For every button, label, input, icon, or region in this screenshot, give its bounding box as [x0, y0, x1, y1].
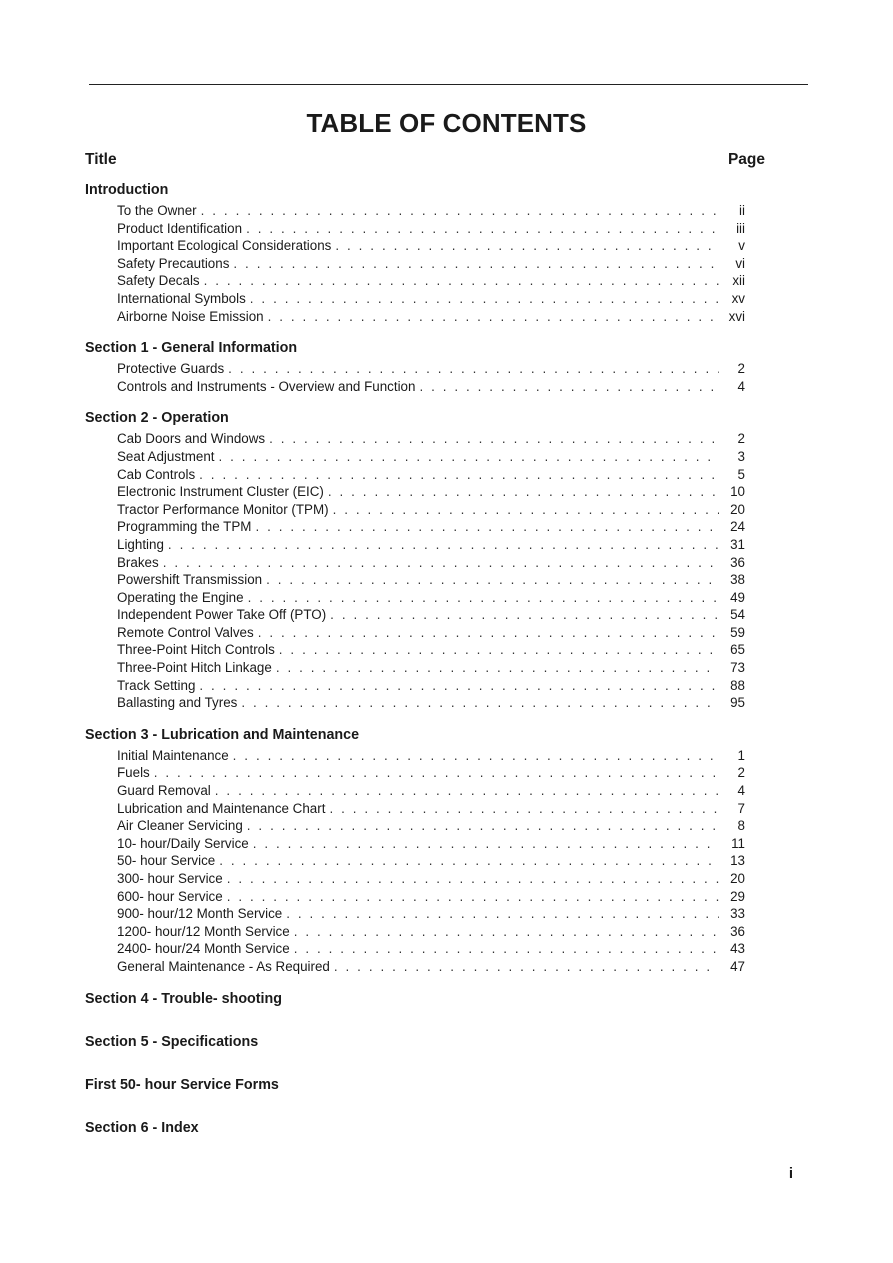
dot-leader: [248, 589, 719, 607]
dot-leader: [247, 817, 719, 835]
dot-leader: [333, 501, 719, 519]
entry-label: Three-Point Hitch Linkage: [117, 660, 272, 676]
dot-leader: [163, 554, 719, 572]
section-heading: Section 2 - Operation: [85, 410, 229, 427]
toc-entry[interactable]: [117, 308, 745, 326]
toc-entry[interactable]: [117, 290, 745, 308]
toc-entry[interactable]: [117, 800, 745, 818]
section-heading[interactable]: Section 6 - Index: [85, 1119, 199, 1136]
toc-entry[interactable]: [117, 272, 745, 290]
toc-entry[interactable]: [117, 554, 745, 572]
column-header-page: Page: [727, 151, 765, 168]
toc-entry[interactable]: [117, 237, 745, 255]
dot-leader: [294, 940, 719, 958]
entry-page-number: 4: [737, 783, 745, 799]
entry-page-number: 33: [730, 906, 745, 922]
entry-label: Cab Controls: [117, 466, 196, 482]
toc-entry[interactable]: [117, 571, 745, 589]
dot-leader: [419, 378, 719, 396]
entry-label: Lubrication and Maintenance Chart: [117, 800, 326, 816]
page-number: i: [788, 1165, 793, 1182]
dot-leader: [268, 308, 719, 326]
toc-entry[interactable]: [117, 817, 745, 835]
entry-page-number: xii: [732, 273, 745, 289]
dot-leader: [233, 255, 719, 273]
entry-page-number: 11: [731, 835, 745, 851]
toc-entry[interactable]: [117, 852, 745, 870]
toc-entry[interactable]: [117, 536, 745, 554]
toc-section: [85, 181, 765, 325]
dot-leader: [219, 448, 719, 466]
entry-label: Air Cleaner Servicing: [117, 818, 243, 834]
dot-leader: [168, 536, 719, 554]
entry-page-number: 24: [730, 519, 745, 535]
toc-entry[interactable]: [117, 448, 745, 466]
dot-leader: [250, 290, 719, 308]
entry-page-number: 49: [730, 589, 745, 605]
dot-leader: [219, 852, 719, 870]
toc-section: [85, 339, 765, 395]
dot-leader: [286, 905, 719, 923]
toc-entry[interactable]: [117, 255, 745, 273]
entry-list: [117, 360, 745, 395]
toc-entry[interactable]: [117, 888, 745, 906]
entry-label: Electronic Instrument Cluster (EIC): [117, 484, 324, 500]
section-heading[interactable]: Section 5 - Specifications: [85, 1033, 259, 1050]
entry-page-number: 5: [737, 466, 745, 482]
entry-page-number: 10: [730, 484, 745, 500]
dot-leader: [255, 518, 719, 536]
dot-leader: [215, 782, 719, 800]
entry-page-number: 95: [730, 695, 745, 711]
entry-label: 600- hour Service: [117, 888, 223, 904]
entry-page-number: 36: [730, 554, 745, 570]
section-heading[interactable]: First 50- hour Service Forms: [85, 1076, 279, 1093]
dot-leader: [154, 764, 719, 782]
entry-page-number: 8: [737, 818, 745, 834]
toc-entry[interactable]: [117, 870, 745, 888]
toc-entry[interactable]: [117, 923, 745, 941]
entry-label: Operating the Engine: [117, 589, 244, 605]
entry-label: 10- hour/Daily Service: [117, 835, 249, 851]
entry-label: Important Ecological Considerations: [117, 238, 332, 254]
entry-label: Guard Removal: [117, 783, 211, 799]
entry-page-number: v: [738, 238, 745, 254]
toc-entry[interactable]: [117, 958, 745, 976]
entry-label: Cab Doors and Windows: [117, 431, 266, 447]
entry-page-number: 1: [737, 747, 745, 763]
dot-leader: [201, 202, 719, 220]
top-rule: [89, 84, 808, 85]
entry-label: Initial Maintenance: [117, 747, 229, 763]
entry-label: Airborne Noise Emission: [117, 308, 264, 324]
entry-label: 50- hour Service: [117, 853, 216, 869]
entry-label: Independent Power Take Off (PTO): [117, 607, 327, 623]
entry-label: Ballasting and Tyres: [117, 695, 238, 711]
toc-entry[interactable]: [117, 782, 745, 800]
entry-page-number: 4: [737, 378, 745, 394]
dot-leader: [266, 571, 719, 589]
entry-label: Seat Adjustment: [117, 448, 215, 464]
section-heading: Section 1 - General Information: [85, 340, 298, 357]
dot-leader: [233, 747, 719, 765]
entry-page-number: 29: [730, 888, 745, 904]
dot-leader: [227, 888, 719, 906]
entry-page-number: 2: [737, 431, 745, 447]
entry-page-number: 2: [737, 765, 745, 781]
entry-label: 900- hour/12 Month Service: [117, 906, 283, 922]
entry-page-number: 31: [730, 536, 745, 552]
entry-page-number: 43: [730, 941, 745, 957]
dot-leader: [269, 430, 719, 448]
entry-label: Controls and Instruments - Overview and Function: [117, 378, 416, 394]
entry-page-number: 2: [737, 361, 745, 377]
entry-label: Product Identification: [117, 220, 243, 236]
toc-entry[interactable]: [117, 835, 745, 853]
entry-label: Track Setting: [117, 677, 196, 693]
entry-page-number: 88: [730, 677, 745, 693]
entry-page-number: 20: [730, 871, 745, 886]
toc-entry[interactable]: [117, 624, 745, 642]
dot-leader: [330, 606, 719, 624]
toc-entry[interactable]: [117, 589, 745, 607]
entry-label: Protective Guards: [117, 361, 225, 377]
dot-leader: [241, 694, 719, 712]
dot-leader: [227, 870, 719, 888]
toc-entry[interactable]: [117, 940, 745, 958]
dot-leader: [335, 237, 719, 255]
entry-list: [117, 202, 745, 325]
dot-leader: [199, 677, 719, 695]
entry-page-number: 59: [730, 624, 745, 640]
toc-entry[interactable]: [117, 641, 745, 659]
entry-label: Brakes: [117, 554, 159, 570]
dot-leader: [276, 659, 719, 677]
entry-page-number: 7: [737, 800, 745, 816]
entry-page-number: vi: [735, 255, 745, 271]
toc-body: [85, 181, 765, 1162]
section-heading: Section 3 - Lubrication and Maintenance: [85, 726, 360, 743]
toc-entry[interactable]: [117, 360, 745, 378]
dot-leader: [279, 641, 719, 659]
section-heading[interactable]: Section 4 - Trouble- shooting: [85, 990, 282, 1007]
entry-page-number: 36: [730, 923, 745, 939]
entry-label: Safety Decals: [117, 273, 200, 289]
entry-page-number: xv: [731, 290, 745, 306]
entry-label: Powershift Transmission: [117, 572, 263, 588]
dot-leader: [246, 220, 719, 238]
entry-label: To the Owner: [117, 203, 197, 218]
toc-entry[interactable]: [117, 202, 745, 220]
dot-leader: [334, 958, 719, 976]
entry-label: Fuels: [117, 765, 150, 781]
section-heading: Introduction: [85, 182, 169, 198]
dot-leader: [294, 923, 719, 941]
entry-page-number: 3: [737, 448, 745, 464]
entry-label: Programming the TPM: [117, 519, 252, 535]
toc-entry[interactable]: [117, 694, 745, 712]
entry-list: [117, 747, 745, 976]
entry-page-number: 65: [730, 642, 745, 658]
dot-leader: [328, 483, 719, 501]
toc-entry[interactable]: [117, 606, 745, 624]
toc-entry[interactable]: [117, 747, 745, 765]
page-title: TABLE OF CONTENTS: [306, 108, 587, 138]
entry-label: Safety Precautions: [117, 255, 230, 271]
entry-list: [117, 430, 745, 712]
entry-label: Three-Point Hitch Controls: [117, 642, 275, 658]
entry-label: Lighting: [117, 536, 164, 552]
entry-page-number: 47: [730, 958, 745, 974]
entry-label: Remote Control Valves: [117, 624, 254, 640]
toc-section: [85, 726, 765, 976]
dot-leader: [204, 272, 719, 290]
entry-label: 1200- hour/12 Month Service: [117, 923, 290, 939]
toc-entry[interactable]: [117, 677, 745, 695]
toc-entry[interactable]: [117, 220, 745, 238]
entry-page-number: xvi: [728, 308, 745, 324]
entry-label: 2400- hour/24 Month Service: [117, 941, 290, 957]
toc-entry[interactable]: [117, 905, 745, 923]
entry-page-number: 13: [730, 853, 745, 869]
toc-entry[interactable]: [117, 378, 745, 396]
entry-label: 300- hour Service: [117, 871, 223, 886]
toc-entry[interactable]: [117, 764, 745, 782]
dot-leader: [253, 835, 719, 853]
entry-label: Tractor Performance Monitor (TPM): [117, 501, 329, 517]
entry-label: General Maintenance - As Required: [117, 958, 330, 974]
dot-leader: [258, 624, 719, 642]
dot-leader: [199, 466, 719, 484]
entry-page-number: 38: [730, 572, 745, 588]
toc-section: [85, 409, 765, 712]
column-header-title: Title: [85, 151, 117, 168]
toc-entry[interactable]: [117, 518, 745, 536]
toc-entry[interactable]: [117, 466, 745, 484]
toc-entry[interactable]: [117, 483, 745, 501]
toc-entry[interactable]: [117, 659, 745, 677]
entry-page-number: 20: [730, 501, 745, 517]
entry-page-number: iii: [736, 220, 745, 236]
dot-leader: [228, 360, 719, 378]
entry-page-number: 73: [730, 660, 745, 676]
entry-page-number: ii: [739, 203, 745, 218]
entry-label: International Symbols: [117, 290, 246, 306]
entry-page-number: 54: [730, 607, 745, 623]
dot-leader: [329, 800, 719, 818]
toc-entry[interactable]: [117, 501, 745, 519]
toc-entry[interactable]: [117, 430, 745, 448]
